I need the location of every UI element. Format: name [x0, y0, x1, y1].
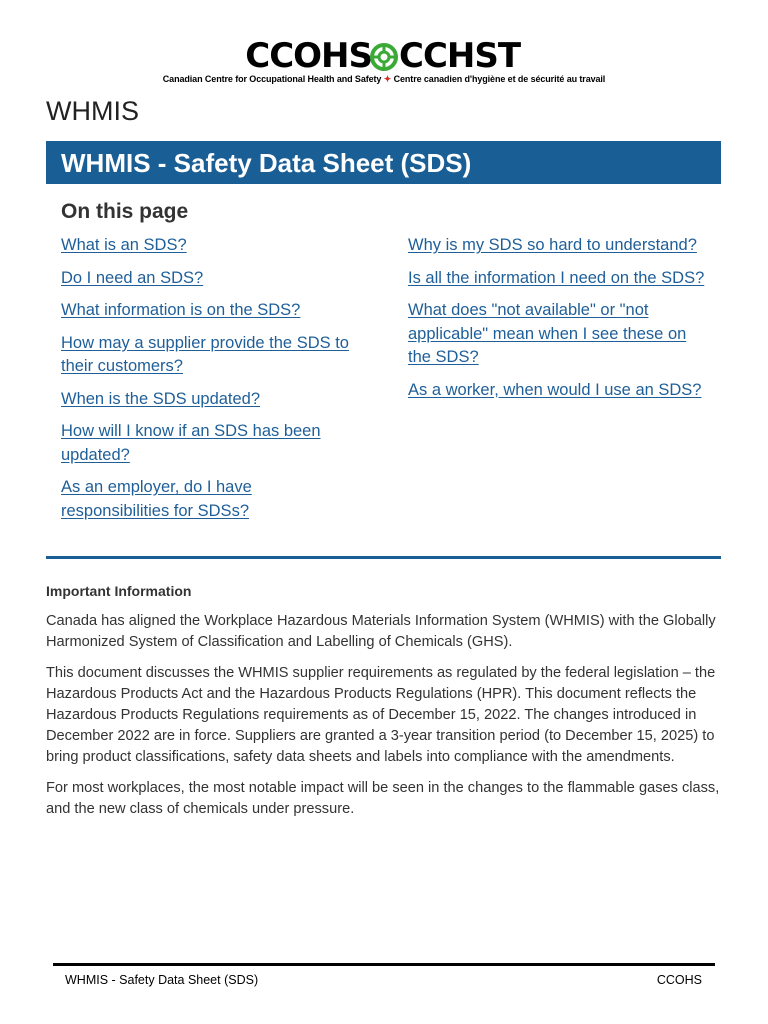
logo-tagline	[0, 74, 768, 84]
toc-left-column	[61, 234, 361, 532]
toc-item	[61, 420, 361, 467]
logo-tagline-english: Canadian Centre for Occupational Health and Safety	[162, 74, 382, 84]
toc-heading: On this page	[61, 200, 189, 223]
toc-link-what-is-sds[interactable]: What is an SDS?	[61, 236, 187, 254]
ccohs-logo	[0, 38, 768, 88]
toc-item	[61, 388, 361, 412]
toc-link-employer-responsibilities[interactable]: As an employer, do I have responsibilities for SDSs?	[61, 478, 252, 520]
footer-document-title: WHMIS - Safety Data Sheet (SDS)	[65, 973, 259, 987]
logo-name-english: CCOHS	[245, 36, 372, 76]
logo-wordmark	[0, 36, 768, 76]
important-information-section	[46, 582, 726, 830]
toc-link-know-sds-updated[interactable]: How will I know if an SDS has been updated?	[61, 422, 321, 464]
toc-link-not-available-meaning[interactable]: What does "not available" or "not applicable" mean when I see these on the SDS?	[408, 301, 687, 366]
maple-leaf-icon: ✦	[383, 74, 392, 84]
toc-item	[408, 379, 713, 403]
toc-item	[408, 267, 713, 291]
toc-link-sds-updated[interactable]: When is the SDS updated?	[61, 389, 261, 408]
toc-link-information-on-sds[interactable]: What information is on the SDS?	[61, 301, 301, 319]
paragraph: For most workplaces, the most notable impact will be seen in the changes to the flammable gases class, and the new class of chemicals under pressure.	[46, 780, 720, 817]
toc-item	[61, 299, 361, 323]
section-divider	[46, 556, 721, 559]
paragraph: Canada has aligned the Workplace Hazardous Materials Information System (WHMIS) with the Globally Harmonized System of Classification and Labelling of Chemicals (GHS).	[46, 613, 716, 650]
logo-name-french: CCHST	[399, 36, 521, 76]
toc-item	[408, 234, 713, 258]
toc-link-supplier-provide-sds[interactable]: How may a supplier provide the SDS to their customers?	[61, 333, 349, 375]
paragraph: This document discusses the WHMIS supplier requirements as regulated by the federal legislation – the Hazardous Products Act and the Hazardous Products Regulations (HPR). This document reflects the Hazardous Products Regulations requirements as of December 15, 2022. The changes introduced in December 2022 are in force. Suppliers are granted a 3-year transition period (to December 15, 2025) to bring product classifications, safety data sheets and labels into compliance with the amendments.	[46, 665, 716, 765]
toc-item	[408, 299, 713, 370]
toc-link-sds-hard-to-understand[interactable]: Why is my SDS so hard to understand?	[408, 236, 697, 254]
important-heading: Important Information	[46, 583, 192, 599]
document-header: WHMIS	[46, 96, 139, 126]
toc-right-column	[408, 234, 713, 411]
toc-link-worker-use-sds[interactable]: As a worker, when would I use an SDS?	[408, 380, 702, 399]
ccohs-emblem-icon	[370, 43, 398, 71]
footer-divider	[53, 963, 715, 966]
toc-item	[61, 234, 361, 258]
toc-item	[61, 267, 361, 291]
page-title: WHMIS - Safety Data Sheet (SDS)	[61, 148, 472, 178]
title-bar	[46, 141, 721, 184]
toc-item	[61, 332, 361, 379]
toc-link-all-information-on-sds[interactable]: Is all the information I need on the SDS?	[408, 268, 705, 287]
logo-tagline-french: Centre canadien d'hygiène et de sécurité au travail	[393, 74, 606, 84]
toc-link-do-i-need-sds[interactable]: Do I need an SDS?	[61, 268, 204, 287]
toc-item	[61, 476, 361, 523]
footer-organization: CCOHS	[656, 973, 702, 987]
